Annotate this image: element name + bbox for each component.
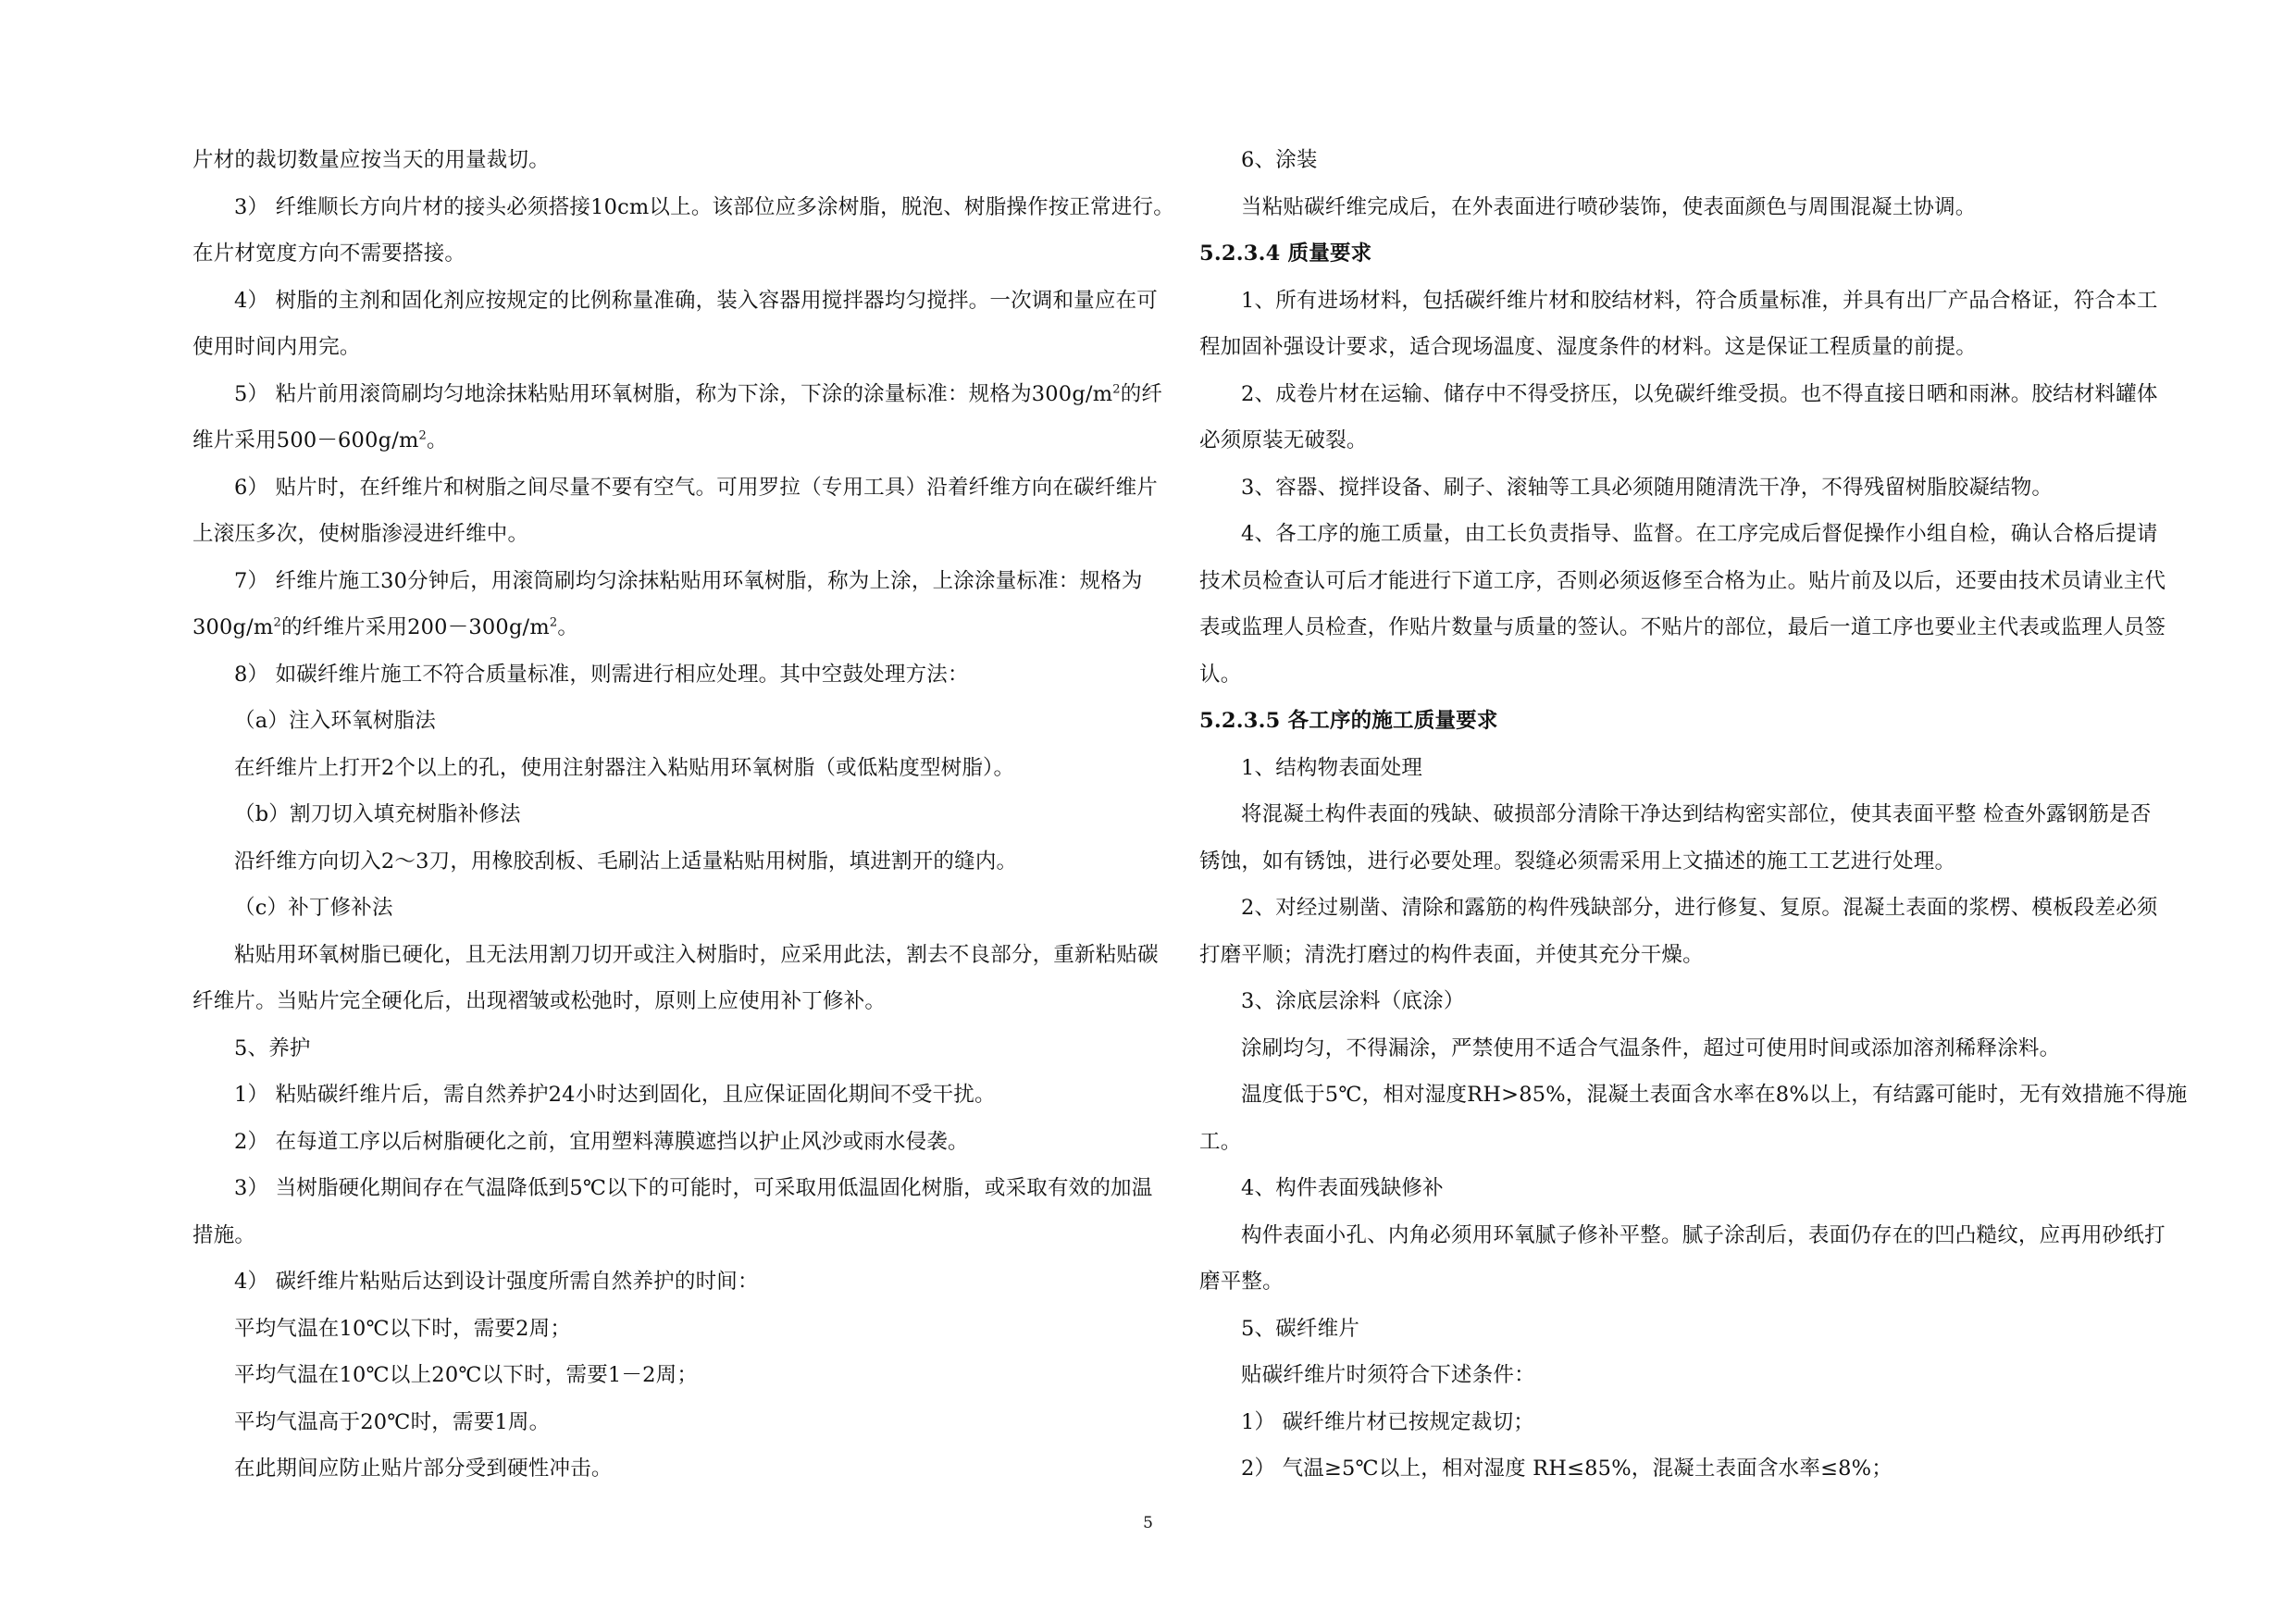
text-line: 1） 粘贴碳纤维片后，需自然养护24小时达到固化，且应保证固化期间不受干扰。	[234, 1083, 996, 1107]
text-line: 2） 在每道工序以后树脂硬化之前，宜用塑料薄膜遮挡以护止风沙或雨水侵袭。	[234, 1129, 969, 1154]
text-segment: 维片采用500－600g/m	[192, 428, 419, 452]
text-line: 3、涂底层涂料（底涂）	[1241, 989, 1465, 1013]
section-heading: 5.2.3.5 各工序的施工质量要求	[1199, 709, 1498, 733]
text-line: 3） 纤维顺长方向片材的接头必须搭接10cm以上。该部位应多涂树脂，脱泡、树脂操作按正常进行。	[234, 194, 1174, 219]
text-line: 1、结构物表面处理	[1241, 755, 1423, 780]
right-column	[1199, 137, 2188, 1493]
text-line: （b）割刀切入填充树脂补修法	[234, 802, 521, 826]
text-line: 技术员检查认可后才能进行下道工序，否则必须返修至合格为止。贴片前及以后，还要由技术员请业主代	[1199, 568, 2166, 593]
superscript: 2	[549, 615, 558, 630]
superscript: 2	[418, 428, 427, 443]
text-line: 程加固补强设计要求，适合现场温度、湿度条件的材料。这是保证工程质量的前提。	[1199, 335, 1977, 359]
text-line: 表或监理人员检查，作贴片数量与质量的签认。不贴片的部位，最后一道工序也要业主代表或监理人员签	[1199, 615, 2166, 639]
text-line: 工。	[1199, 1129, 1242, 1154]
text-line: 必须原装无破裂。	[1199, 428, 1368, 452]
page-number: 5	[1143, 1514, 1153, 1532]
text-line: （c）补丁修补法	[234, 896, 393, 920]
text-line: 温度低于5℃，相对湿度RH>85%，混凝土表面含水率在8%以上，有结露可能时，无有效措施不得施	[1241, 1083, 2188, 1107]
text-line: 在此期间应防止贴片部分受到硬性冲击。	[234, 1457, 613, 1481]
text-line: 打磨平顺；清洗打磨过的构件表面，并使其充分干燥。	[1199, 942, 1704, 967]
text-segment: 。	[557, 615, 579, 639]
text-line	[192, 371, 1168, 418]
text-segment: 300g/m	[192, 615, 274, 639]
text-segment: 。	[427, 428, 448, 452]
text-line: 7） 纤维片施工30分钟后，用滚筒刷均匀涂抹粘贴用环氧树脂，称为上涂，上涂涂量标准：规格为	[234, 568, 1143, 593]
text-line: 贴碳纤维片时须符合下述条件：	[1241, 1363, 1535, 1387]
text-line: 涂刷均匀，不得漏涂，严禁使用不适合气温条件，超过可使用时间或添加溶剂稀释涂料。	[1241, 1035, 2061, 1060]
text-line: 5、碳纤维片	[1241, 1316, 1360, 1341]
text-line: 平均气温高于20℃时，需要1周。	[234, 1409, 551, 1434]
text-line: 4） 树脂的主剂和固化剂应按规定的比例称量准确，装入容器用搅拌器均匀搅拌。一次调和量应在可	[234, 288, 1158, 313]
text-line: 4、构件表面残缺修补	[1241, 1176, 1444, 1200]
text-line: 6、涂装	[1241, 148, 1318, 172]
text-line: 粘贴用环氧树脂已硬化，且无法用割刀切开或注入树脂时，应采用此法，割去不良部分，重新粘贴碳	[234, 942, 1159, 967]
text-segment: 5） 粘片前用滚筒刷均匀地涂抹粘贴用环氧树脂，称为下涂，下涂的涂量标准：规格为300g/m	[234, 381, 1113, 406]
text-line	[192, 417, 1168, 465]
text-line: 磨平整。	[1199, 1270, 1284, 1294]
text-line: 当粘贴碳纤维完成后，在外表面进行喷砂装饰，使表面颜色与周围混凝土协调。	[1241, 194, 1977, 219]
text-line: 4） 碳纤维片粘贴后达到设计强度所需自然养护的时间：	[234, 1270, 759, 1294]
text-line: 在片材宽度方向不需要搭接。	[192, 242, 466, 266]
text-line: 上滚压多次，使树脂渗浸进纤维中。	[192, 522, 529, 546]
text-line: 认。	[1199, 662, 1242, 687]
text-line: 2、对经过剔凿、清除和露筋的构件残缺部分，进行修复、复原。混凝土表面的浆楞、模板段差必须	[1241, 896, 2158, 920]
superscript: 2	[1112, 382, 1121, 396]
text-line: 锈蚀，如有锈蚀，进行必要处理。裂缝必须需采用上文描述的施工工艺进行处理。	[1199, 849, 1956, 874]
text-line: 在纤维片上打开2个以上的孔，使用注射器注入粘贴用环氧树脂（或低粘度型树脂）。	[234, 755, 1015, 780]
section-heading: 5.2.3.4 质量要求	[1199, 242, 1372, 266]
text-line: 6） 贴片时，在纤维片和树脂之间尽量不要有空气。可用罗拉（专用工具）沿着纤维方向在碳纤维片	[234, 475, 1158, 500]
left-column	[192, 137, 1174, 1493]
text-line	[192, 604, 1168, 651]
text-line: 5、养护	[234, 1035, 311, 1060]
text-line: （a）注入环氧树脂法	[234, 709, 436, 733]
text-line: 平均气温在10℃以下时，需要2周；	[234, 1316, 572, 1341]
text-line: 2） 气温≥5℃以上，相对湿度 RH≤85%，混凝土表面含水率≤8%；	[1241, 1457, 1893, 1481]
text-segment: 的纤维片采用200－300g/m	[280, 615, 550, 639]
text-line: 2、成卷片材在运输、储存中不得受挤压，以免碳纤维受损。也不得直接日晒和雨淋。胶结材料罐体	[1241, 381, 2158, 406]
text-line: 沿纤维方向切入2～3刀，用橡胶刮板、毛刷沾上适量粘贴用树脂，填进割开的缝内。	[234, 849, 1018, 874]
text-line: 1） 碳纤维片材已按规定裁切；	[1241, 1409, 1534, 1434]
text-line: 片材的裁切数量应按当天的用量裁切。	[192, 148, 550, 172]
text-segment: 的纤	[1120, 381, 1163, 406]
text-line: 平均气温在10℃以上20℃以下时，需要1－2周；	[234, 1363, 699, 1387]
text-line: 使用时间内用完。	[192, 335, 361, 359]
text-line: 措施。	[192, 1222, 256, 1247]
text-line: 1、所有进场材料，包括碳纤维片材和胶结材料，符合质量标准，并具有出厂产品合格证，符合本工	[1241, 288, 2158, 313]
superscript: 2	[273, 615, 281, 630]
text-line: 3） 当树脂硬化期间存在气温降低到5℃以下的可能时，可采取用低温固化树脂，或采取有效的加温	[234, 1176, 1153, 1200]
text-line: 纤维片。当贴片完全硬化后，出现褶皱或松弛时，原则上应使用补丁修补。	[192, 989, 887, 1013]
text-line: 3、容器、搅拌设备、刷子、滚轴等工具必须随用随清洗干净，不得残留树脂胶凝结物。	[1241, 475, 2054, 500]
text-line: 构件表面小孔、内角必须用环氧腻子修补平整。腻子涂刮后，表面仍存在的凹凸糙纹，应再用砂纸打	[1241, 1222, 2166, 1247]
text-line: 8） 如碳纤维片施工不符合质量标准，则需进行相应处理。其中空鼓处理方法：	[234, 662, 969, 687]
text-line: 将混凝土构件表面的残缺、破损部分清除干净达到结构密实部位，使其表面平整 检查外露钢筋是否	[1241, 802, 2152, 826]
text-line: 4、各工序的施工质量，由工长负责指导、监督。在工序完成后督促操作小组自检，确认合格后提请	[1241, 522, 2158, 546]
